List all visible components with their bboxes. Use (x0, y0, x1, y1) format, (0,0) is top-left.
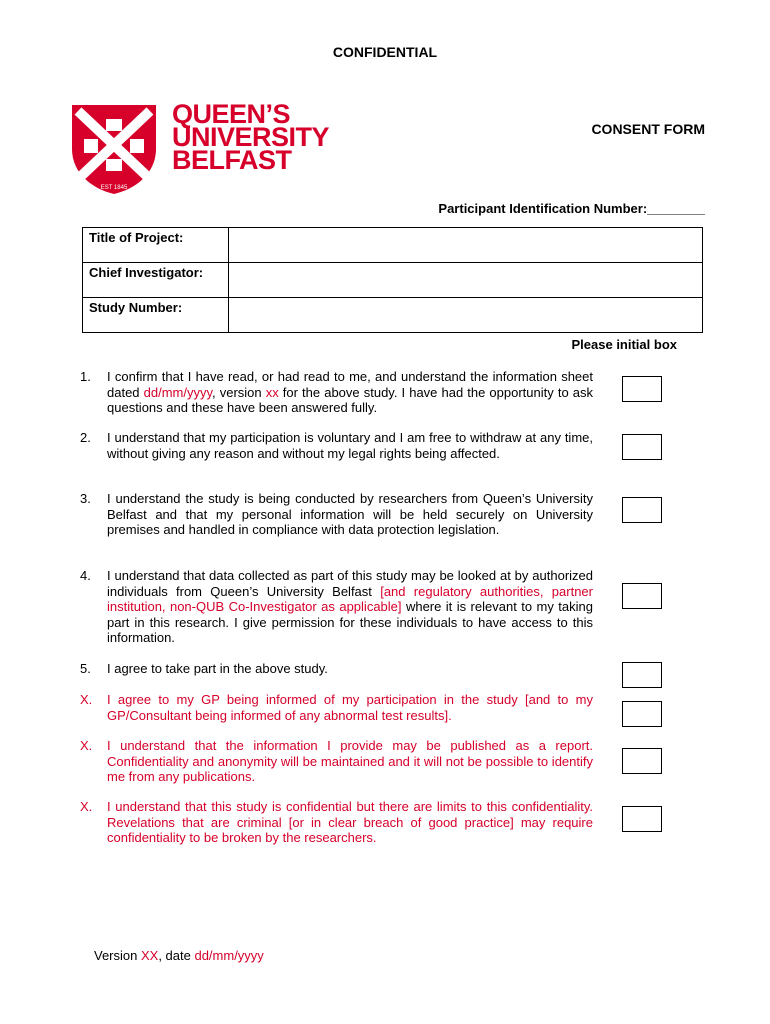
consent-text-part: dd/mm/yyyy (143, 384, 213, 400)
consent-item (80, 738, 593, 785)
date-label: , date (158, 948, 195, 963)
consent-text-part: I understand that data collected as part of this study may be looked at by authorized individuals from Queen’s University Belfast (107, 568, 593, 599)
consent-item (80, 568, 593, 646)
table-row (83, 228, 703, 263)
version-label: Version (94, 948, 141, 963)
consent-text-part: for the above study. I have had the opportunity to ask questions and these have been answered fully. (107, 384, 593, 415)
consent-item (80, 661, 593, 677)
consent-item-number: X. (80, 692, 93, 707)
consent-item-text (107, 369, 593, 416)
consent-text-part: I confirm that I have read, or had read to me, and understand the information sheet dated (107, 369, 593, 400)
consent-item-text (107, 568, 593, 646)
initial-checkbox[interactable] (622, 806, 662, 832)
initial-checkbox[interactable] (622, 662, 662, 688)
study-number-input[interactable] (229, 298, 703, 333)
project-title-input[interactable] (229, 228, 703, 263)
initial-checkbox[interactable] (622, 748, 662, 774)
initial-checkbox[interactable] (622, 434, 662, 460)
confidential-header: CONFIDENTIAL (332, 44, 438, 60)
consent-text-part: [and regulatory authorities, partner institution, non-QUB Co-Investigator as applicable] (107, 583, 593, 614)
wordmark-line-2: UNIVERSITY (172, 122, 330, 152)
version-value: XX (140, 948, 159, 963)
date-value: dd/mm/yyyy (194, 948, 264, 963)
initial-checkbox[interactable] (622, 497, 662, 523)
consent-item-text (107, 661, 593, 677)
project-info-table (82, 227, 703, 333)
consent-item-number: 3. (80, 491, 91, 506)
initial-box-heading: Please initial box (571, 337, 677, 352)
initial-checkbox[interactable] (622, 376, 662, 402)
consent-item-text (107, 491, 593, 538)
table-row (83, 263, 703, 298)
consent-text-part: I agree to take part in the above study. (107, 661, 328, 676)
study-number-label: Study Number: (83, 298, 229, 333)
consent-text-part: I agree to my GP being informed of my participation in the study [and to my GP/Consultant being informed of any abnormal test results]. (107, 692, 593, 723)
consent-item (80, 491, 593, 538)
university-wordmark (172, 99, 330, 175)
chief-investigator-input[interactable] (229, 263, 703, 298)
consent-item-text (107, 430, 593, 461)
project-title-label: Title of Project: (83, 228, 229, 263)
initial-checkbox[interactable] (622, 583, 662, 609)
consent-item-text (107, 692, 593, 723)
initial-checkbox[interactable] (622, 701, 662, 727)
consent-text-part: I understand that my participation is voluntary and I am free to withdraw at any time, without giving any reason and without my legal rights being affected. (107, 430, 593, 461)
consent-item (80, 799, 593, 846)
consent-item (80, 692, 593, 723)
consent-item-number: 5. (80, 661, 91, 676)
wordmark-line-3: BELFAST (172, 145, 292, 175)
form-title: CONSENT FORM (591, 121, 705, 137)
consent-text-part: xx (265, 384, 279, 400)
table-row (83, 298, 703, 333)
consent-text-part: I understand that this study is confidential but there are limits to this confidentiality. Revelations that are criminal [or in clear breach of good practice] may require confidentiality to be broken by the researchers. (107, 799, 593, 845)
consent-text-part: I understand the study is being conducted by researchers from Queen’s University Belfast and that my personal information will be held securely on University premises and handled in compliance with data protection legislation. (107, 491, 593, 537)
chief-investigator-label: Chief Investigator: (83, 263, 229, 298)
consent-item-number: 4. (80, 568, 91, 583)
consent-item (80, 430, 593, 461)
consent-item-number: X. (80, 799, 93, 814)
consent-text-part: where it is relevant to my taking part in this research. I give permission for these individuals to have access to this information. (107, 599, 593, 645)
version-footer (94, 948, 264, 963)
consent-item-number: 1. (80, 369, 91, 384)
participant-id-field[interactable]: Participant Identification Number:________ (438, 201, 705, 216)
consent-item-number: X. (80, 738, 93, 753)
consent-text-part: , version (212, 384, 266, 400)
consent-item-number: 2. (80, 430, 91, 445)
consent-item-text (107, 799, 593, 846)
crest-est-text: EST 1845 (100, 185, 128, 191)
university-crest-icon (68, 103, 160, 195)
wordmark-line-1: QUEEN’S (172, 99, 291, 129)
consent-item (80, 369, 593, 416)
consent-text-part: I understand that the information I provide may be published as a report. Confidentiality and anonymity will be maintained and it will not be possible to identify me from any publications. (107, 738, 593, 784)
consent-item-text (107, 738, 593, 785)
